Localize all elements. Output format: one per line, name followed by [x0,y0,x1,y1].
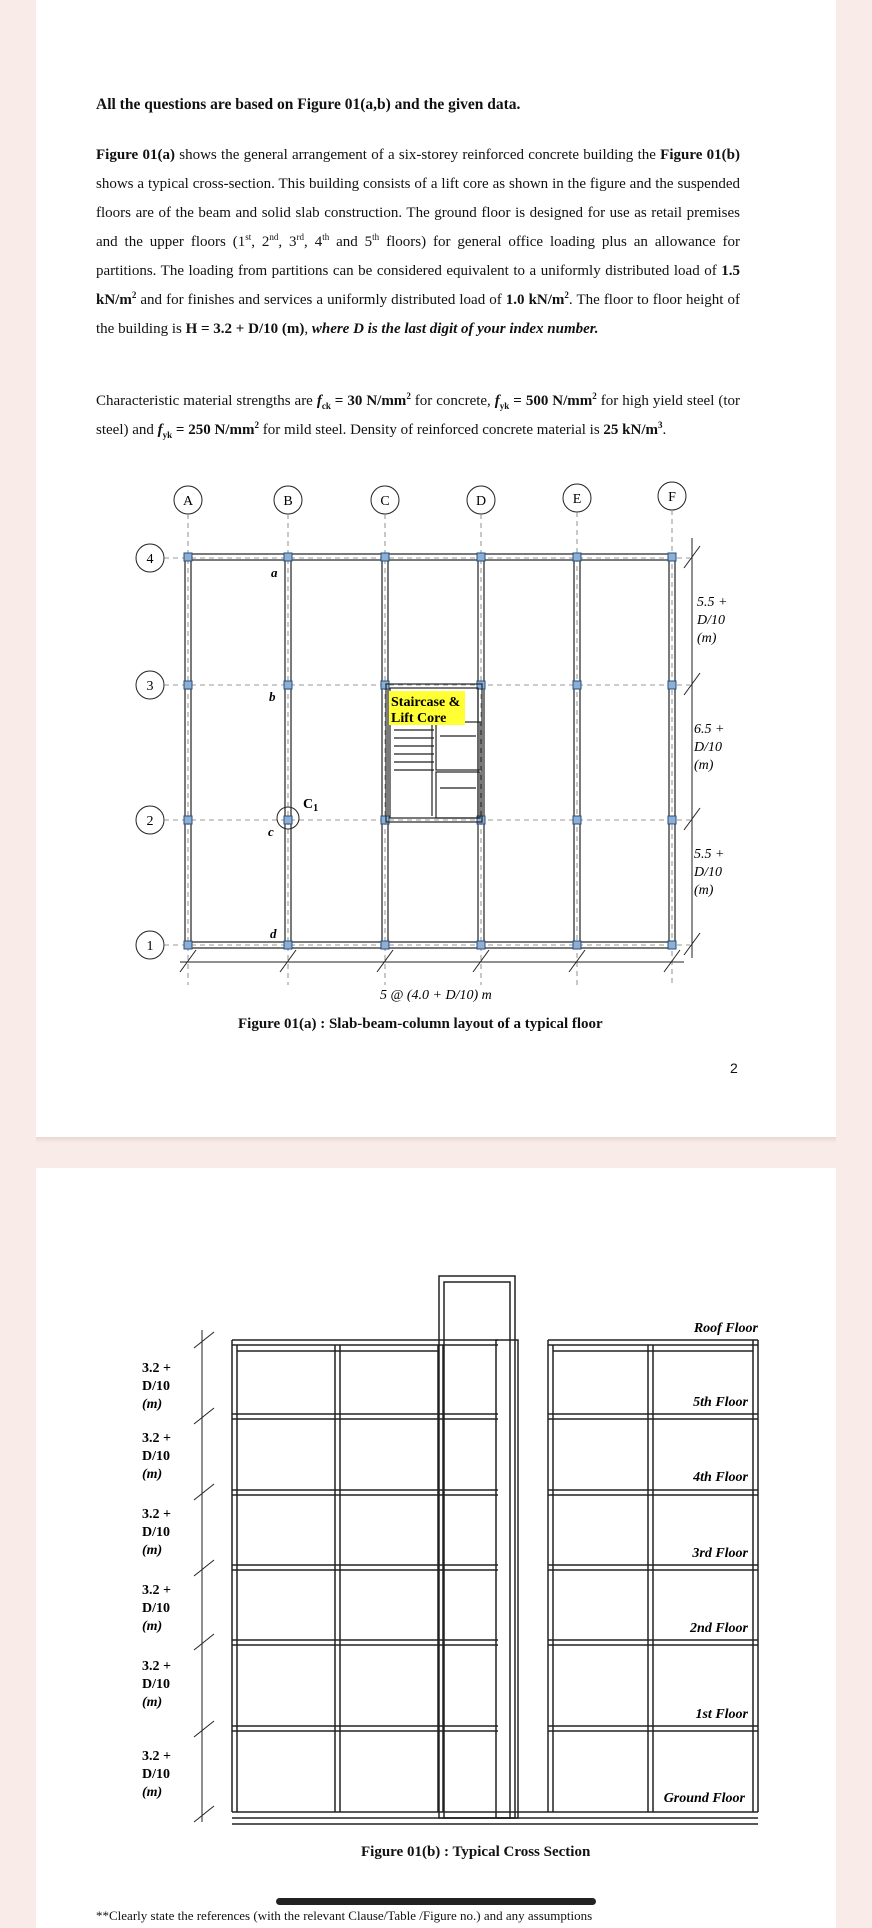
svg-text:3.2 +: 3.2 + [142,1659,171,1674]
column-label-c1: $C_1$ [303,797,319,814]
svg-text:3.2 +: 3.2 + [142,1749,171,1764]
core-label-line2: Lift Core [391,711,447,726]
grid-label-c: C [380,494,390,509]
dim-span1-l2: D/10 [697,613,725,628]
dim-span2-l1: 6.5 + [694,722,725,737]
floor-label-5th: 5th Floor [693,1395,748,1410]
svg-text:D/10: D/10 [142,1449,170,1464]
storey-dim-1 [142,1361,171,1412]
floor-label-1st: 1st Floor [695,1707,748,1722]
floor-label-3rd: 3rd Floor [692,1546,748,1561]
dim-span1-l1: 5.5 + [697,595,728,610]
storey-dim-3 [142,1507,171,1558]
svg-text:(m): (m) [142,1397,163,1412]
beam-label-a: a [271,565,278,580]
grid-label-1: 1 [146,939,154,954]
svg-text:D/10: D/10 [142,1379,170,1394]
floor-label-2nd: 2nd Floor [690,1621,748,1636]
paragraph-material-strengths: Characteristic material strengths are $f_{ck} = 30$ $N/mm^2$ for concrete, $f_{yk} = 500$ $N/mm^2$ for high yield steel (tor steel) and $f_{yk} = 250$ $N/mm^2$ for mild steel. Density of reinforced concrete material is 25 $kN/m^3$. [96,391,740,440]
home-indicator[interactable] [276,1898,596,1905]
grid-label-b: B [283,494,293,509]
figure-caption-a: Figure 01(a) : Slab-beam-column layout of a typical floor [238,1016,603,1032]
grid-label-a: A [182,494,194,509]
dim-span2-l3: (m) [694,758,714,773]
svg-text:3.2 +: 3.2 + [142,1361,171,1376]
svg-text:D/10: D/10 [142,1767,170,1782]
dim-span3-l3: (m) [694,883,714,898]
storey-dim-4 [142,1583,171,1634]
dim-bottom: 5 @ (4.0 + D/10) m [380,988,492,1003]
svg-text:D/10: D/10 [142,1677,170,1692]
svg-text:(m): (m) [142,1467,163,1482]
section-drawing [232,1276,758,1824]
grid-label-3: 3 [146,679,154,694]
beam-label-d: d [270,926,277,941]
svg-text:3.2 +: 3.2 + [142,1507,171,1522]
paragraph-general-arrangement: Figure 01(a) shows the general arrangement of a six-storey reinforced concrete building the Figure 01(b) shows a typical cross-section. This building consists of a lift core as shown in the figure and the suspended floors are of the beam and solid slab construction. The ground floor is designed for use as retail premises and the upper floors (1st, 2nd, 3rd, 4th and 5th floors) for general office loading plus an allowance for partitions. The loading from partitions can be considered equivalent to a uniformly distributed load of 1.5 $kN/m^2$ and for finishes and services a uniformly distributed load of 1.0 $kN/m^2$. The floor to floor height of the building is H = 3.2 + D/10 (m), where D is the last digit of your index number. [96,147,741,337]
grid-label-f: F [668,490,676,505]
floor-label-ground: Ground Floor [663,1791,745,1806]
grid-label-d: D [475,494,487,509]
footnote: **Clearly state the references (with the relevant Clause/Table /Figure no.) and any assumptions [96,1908,593,1923]
beam-label-c: c [268,824,274,839]
dim-span2-l2: D/10 [694,740,722,755]
svg-text:(m): (m) [142,1695,163,1710]
dim-span1-l3: (m) [697,631,717,646]
storey-dim-2 [142,1431,171,1482]
svg-text:3.2 +: 3.2 + [142,1431,171,1446]
page-number: 2 [730,1060,738,1076]
svg-text:D/10: D/10 [142,1601,170,1616]
figure-caption-b: Figure 01(b) : Typical Cross Section [361,1844,591,1860]
dim-span3-l2: D/10 [694,865,722,880]
svg-text:(m): (m) [142,1543,163,1558]
beam-label-b: b [269,689,276,704]
floor-label-4th: 4th Floor [693,1470,748,1485]
dim-span3-l1: 5.5 + [694,847,725,862]
floor-label-roof: Roof Floor [693,1321,758,1336]
grid-label-2: 2 [146,814,154,829]
svg-text:(m): (m) [142,1785,163,1800]
storey-dim-5 [142,1659,171,1710]
storey-dim-6 [142,1749,171,1800]
page-heading: All the questions are based on Figure 01(a,b) and the given data. [96,96,521,113]
svg-text:D/10: D/10 [142,1525,170,1540]
core-label-line1: Staircase & [391,695,461,710]
grid-label-e: E [572,492,582,507]
grid-label-4: 4 [146,552,154,567]
svg-text:(m): (m) [142,1619,163,1634]
svg-text:3.2 +: 3.2 + [142,1583,171,1598]
